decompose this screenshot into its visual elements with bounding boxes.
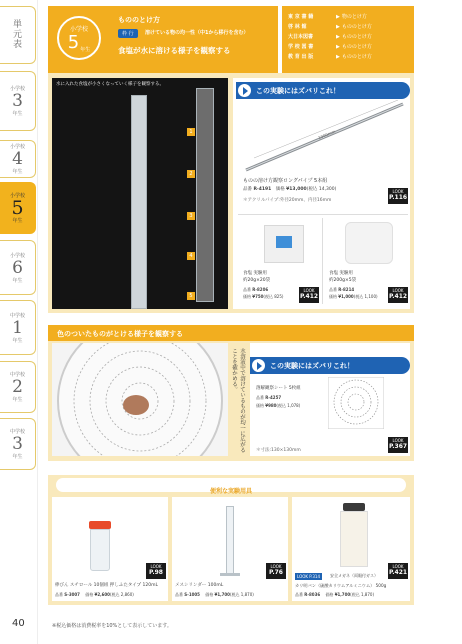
code-label: 品番 (243, 287, 251, 292)
sidebar-top-label: 単元表 (12, 20, 22, 50)
look-useful-1[interactable] (146, 563, 166, 579)
code-label: 品番 (256, 395, 264, 400)
tab-school: 中学校 (9, 312, 25, 319)
tab-school: 中学校 (9, 429, 25, 435)
useful-2-name: メスシリンダー 100mL (175, 583, 224, 588)
sheet-price: ¥980 (265, 403, 277, 408)
cylinder-base (220, 573, 240, 576)
bottle-cap (89, 521, 111, 529)
look-label: LOOK (150, 564, 162, 569)
useful-3-name: カリ明バン（硫酸カリウムアルミニウム） 500g (295, 583, 387, 588)
look-label: LOOK (392, 189, 404, 194)
footer-note: ※税込価格は消費税率を10%として表示しています。 (52, 623, 172, 629)
pipe-code-row (243, 187, 336, 194)
look-salt1[interactable] (299, 287, 319, 303)
pipe-length: 1000mm (317, 128, 336, 141)
vertical-caption: 水溶液中で溶けているものが均一に広がることを確かめる。 (231, 348, 245, 453)
sidebar-tab-4[interactable] (0, 240, 36, 295)
price-label: 価格 (205, 592, 214, 597)
unit-name: もののとけ方 (118, 16, 160, 24)
tab-school: 小学校 (9, 86, 25, 92)
salt1-name1: 食塩 実験用 (243, 271, 267, 276)
price-label: 価格 (85, 592, 94, 597)
tab-grade: 年生 (12, 169, 23, 175)
ref-item: もののとけ方 (341, 24, 372, 30)
ref-publisher: 教 育 出 版 (288, 54, 314, 60)
salt1-name2: 約20g×20袋 (243, 278, 271, 283)
salt-packet-label (276, 236, 292, 248)
look-label: LOOK (392, 438, 404, 443)
useful-1-price: ¥2,600 (94, 592, 110, 597)
salt1-price: ¥750 (252, 294, 264, 299)
badge-num: 5 (67, 32, 80, 53)
sidebar-tab-1[interactable] (0, 71, 36, 131)
ref-item: もののとけ方 (341, 44, 372, 50)
sheet-code-row (256, 395, 281, 402)
sidebar-tab-5[interactable] (0, 300, 36, 355)
look-label: LOOK (303, 288, 315, 293)
salt2-name1: 食塩 実験用 (329, 271, 353, 276)
tab-grade-num: 3 (12, 91, 23, 111)
useful-2-price-tax: (税込 1,870) (229, 592, 254, 597)
useful-1-name: 棒びん スチロール 10個組 押しふたタイプ 120mL (55, 583, 159, 588)
code-label: 品番 (55, 592, 63, 597)
salt2-name2: 約200g×5袋 (329, 278, 357, 283)
header-sub: 溶けている物の均一性（中1から移行を含む） (145, 30, 249, 36)
code-label: 品番 (295, 592, 303, 597)
look-salt2[interactable] (388, 287, 408, 303)
ref-item: もののとけ方 (341, 34, 372, 40)
divider-h (238, 214, 408, 215)
look-page: P.98 (149, 569, 163, 576)
page-number: 40 (12, 618, 25, 629)
ref-row (288, 52, 413, 62)
ref-publisher: 啓 林 館 (288, 24, 307, 30)
tube-1 (131, 95, 147, 309)
ref-item: 物のとけ方 (341, 14, 367, 20)
tube-label-4: 4 (187, 252, 195, 260)
look-sheet[interactable] (388, 437, 408, 453)
jar-cap (343, 503, 365, 511)
tab-grade-num: 4 (12, 149, 23, 169)
ref-arrow-icon: ▶ (336, 54, 340, 60)
badge-small: 小学校 (69, 26, 88, 33)
zubari-text-2: この実験にはズバリこれ！ (270, 362, 354, 370)
jar-body (340, 511, 368, 567)
bottle-body (90, 529, 110, 571)
tube-label-3: 3 (187, 212, 195, 220)
useful-1-code: S-3007 (64, 592, 80, 597)
useful-2-code: S-1005 (184, 592, 200, 597)
tube-label-2: 2 (187, 170, 195, 178)
play-triangle-icon (243, 87, 248, 95)
sidebar-tab-6[interactable] (0, 361, 36, 413)
ref-publisher: 大日本図書 (288, 34, 314, 40)
ref-item: もののとけ方 (341, 54, 372, 60)
salt1-price-tax: (税込 825) (263, 294, 284, 299)
price-label: 価格 (275, 187, 285, 192)
look-page: P.412 (299, 293, 319, 300)
sheet-name: 溶解観察シート 5枚組 (256, 386, 301, 391)
useful-3-price-tax: (税込 1,870) (350, 592, 374, 597)
price-label: 価格 (256, 403, 264, 408)
sidebar-tab-3[interactable] (0, 182, 36, 234)
look-page: P.116 (388, 194, 408, 201)
look-page: P.76 (269, 569, 283, 576)
salt2-code: R-8214 (338, 287, 355, 292)
tab-school: 小学校 (9, 193, 25, 199)
salt2-code-row (329, 287, 354, 294)
useful-3-extra: 安全メガネ（両眼付ガス） (330, 573, 378, 578)
tab-grade: 年生 (12, 277, 23, 284)
tab-grade: 年生 (12, 111, 23, 117)
ref-publisher: 学 校 図 書 (288, 44, 314, 50)
code-label: 品番 (329, 287, 337, 292)
salt2-price-tax: (税込 1,100) (353, 294, 378, 299)
ref-arrow-icon: ▶ (336, 44, 340, 50)
zubari-text-1: この実験にはズバリこれ！ (256, 87, 340, 95)
ref-publisher: 東 京 書 籍 (288, 14, 314, 20)
cylinder-image (226, 506, 234, 574)
pipe-note: ＊アクリルパイプ:外径20mm、内径16mm (243, 198, 332, 203)
tab-grade-num: 3 (12, 434, 23, 454)
sidebar-tab-7[interactable] (0, 418, 36, 470)
useful-3-code: R-8036 (304, 592, 321, 597)
tab-grade: 年生 (12, 397, 23, 403)
price-label: 価格 (329, 294, 337, 299)
tube-label-1: 1 (187, 128, 195, 136)
look-useful-2[interactable] (266, 563, 286, 579)
ref-arrow-icon: ▶ (336, 24, 340, 30)
useful-2-price: ¥1,700 (214, 592, 230, 597)
look-useful-3[interactable] (388, 563, 408, 579)
useful-3-code-row (295, 592, 374, 599)
useful-title-pill (56, 478, 406, 495)
salt2-price-row (329, 294, 378, 301)
tube-label-5: 5 (187, 292, 195, 300)
tab-school: 小学校 (9, 252, 25, 259)
useful-1-code-row (55, 592, 134, 599)
pipe-price-tax: (税込 14,300) (306, 187, 337, 192)
tab-grade: 年生 (12, 337, 23, 344)
tab-school: 小学校 (9, 144, 25, 150)
tag-label: 枠 行 (118, 29, 138, 38)
divider-v (322, 218, 323, 304)
sheet-price-tax: (税込 1,078) (276, 403, 301, 408)
look-label: LOOK (297, 574, 309, 579)
petri-dish-image (52, 343, 228, 456)
pipe-name: ものの溶け方観察ロングパイプ 5本組 (243, 178, 328, 184)
badge-grade: 年生 (80, 47, 91, 53)
photo-caption: 水に入れた食塩が小さくなっていく様子を観察する。 (56, 82, 164, 87)
tab-grade: 年生 (12, 218, 23, 224)
ref-arrow-icon: ▶ (336, 34, 340, 40)
section2-title: 色のついたものがとける様子を観察する (57, 330, 183, 338)
tube-2 (196, 88, 214, 302)
extra-look-page: P.314 (309, 574, 320, 579)
ref-arrow-icon: ▶ (336, 14, 340, 20)
salt2-price: ¥1,000 (338, 294, 354, 299)
pipe-code: R-4191 (253, 187, 272, 192)
tab-grade-num: 2 (12, 377, 23, 397)
extra-look-badge[interactable] (295, 573, 322, 580)
look-label: LOOK (392, 288, 404, 293)
sheet-price-row (256, 403, 300, 410)
useful-title: 便利な実験用具 (209, 488, 252, 495)
salt1-code-row (243, 287, 268, 294)
sheet-image (328, 377, 384, 429)
sheet-note: ＊寸法:130×130mm (256, 448, 301, 453)
ref-row (288, 12, 413, 22)
useful-3-price: ¥1,700 (334, 592, 351, 597)
pipe-price: ¥13,000 (286, 187, 307, 192)
look-label: LOOK (270, 564, 282, 569)
tab-grade-num: 5 (11, 197, 24, 219)
salt1-price-row (243, 294, 283, 301)
sheet-code: R-4257 (265, 395, 282, 400)
sidebar-top-tab[interactable] (0, 6, 36, 64)
grade-badge (57, 16, 101, 60)
salt-bag-image (345, 222, 393, 264)
tab-grade-num: 1 (12, 317, 23, 338)
look-page: P.421 (388, 569, 408, 576)
tab-school: 中学校 (9, 372, 25, 378)
play-triangle-icon (257, 362, 262, 370)
look-page: P.367 (388, 443, 408, 450)
tab-grade: 年生 (12, 454, 23, 460)
ref-row (288, 32, 413, 42)
look-page: P.412 (388, 293, 408, 300)
code-label: 品番 (243, 187, 252, 192)
sidebar-tab-2[interactable] (0, 140, 36, 178)
price-label: 価格 (243, 294, 251, 299)
header-title: 食塩が水に溶ける様子を観察する (118, 46, 231, 55)
ref-row (288, 42, 413, 52)
look-pipe[interactable] (388, 188, 408, 204)
ref-row (288, 22, 413, 32)
salt1-code: R-8206 (252, 287, 269, 292)
price-label: 価格 (325, 592, 334, 597)
tab-grade-num: 6 (12, 257, 23, 278)
refs-list (288, 12, 413, 62)
useful-2-code-row (175, 592, 254, 599)
useful-1-price-tax: (税込 2,860) (109, 592, 134, 597)
code-label: 品番 (175, 592, 183, 597)
look-label: LOOK (392, 564, 404, 569)
